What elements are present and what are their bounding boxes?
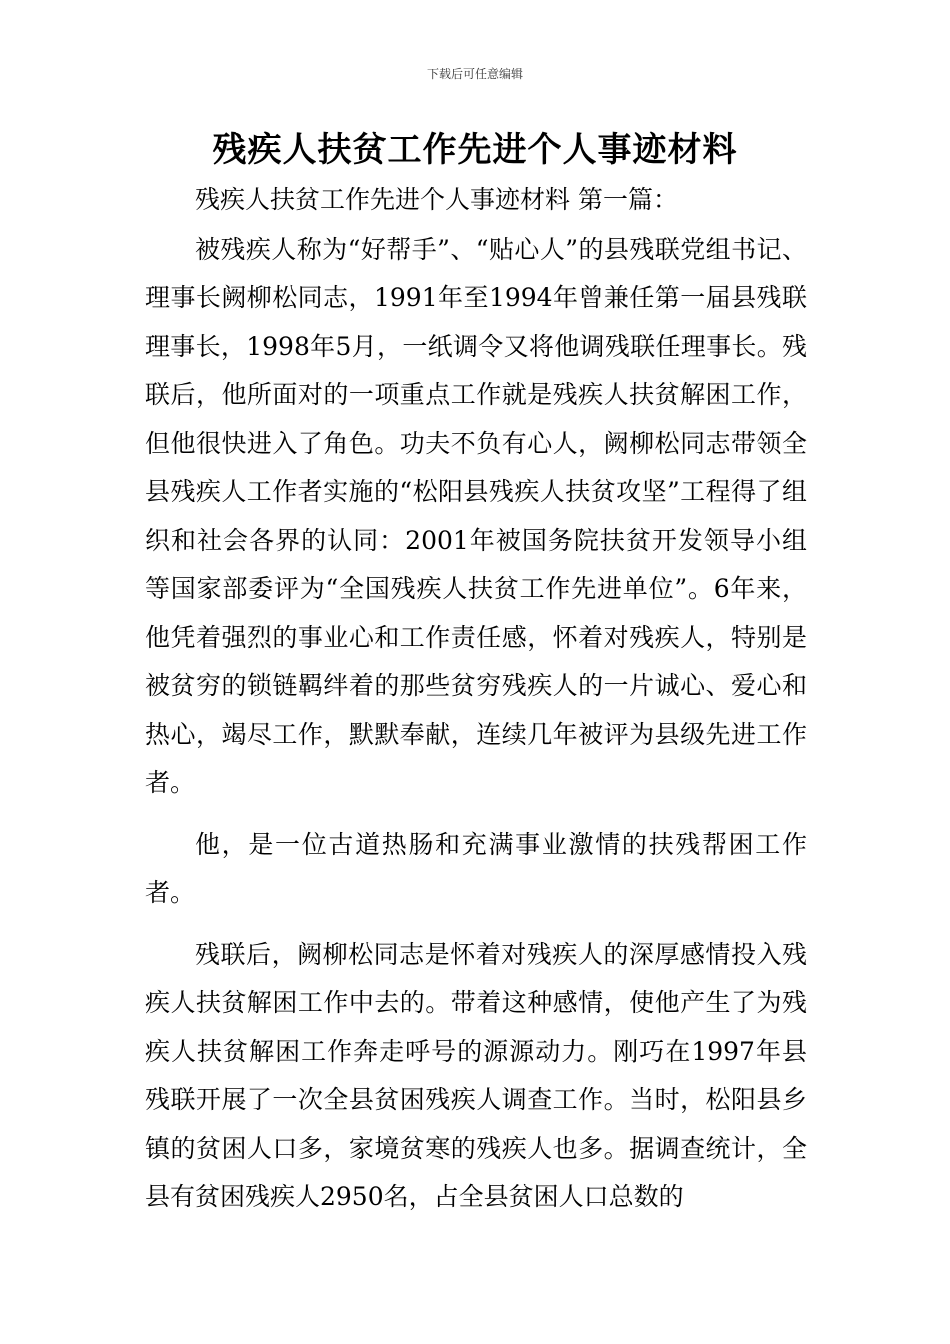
paragraph: 被残疾人称为“好帮手”、“贴心人”的县残联党组书记、理事长阙柳松同志，1991年至1994年曾兼任第一届县残联理事长，1998年5月，一纸调令又将他调残联任理事长。残联后，他所面对的一项重点工作就是残疾人扶贫解困工作，但他很快进入了角色。功夫不负有心人，阙柳松同志带领全县残疾人工作者实施的“松阳县残疾人扶贫攻坚”工程得了组织和社会各界的认同：2001年被国务院扶贫开发领导小组等国家部委评为“全国残疾人扶贫工作先进单位”。6年来，他凭着强烈的事业心和工作责任感，怀着对残疾人，特别是被贫穷的锁链羁绊着的那些贫穷残疾人的一片诚心、爱心和热心，竭尽工作，默默奉献，连续几年被评为县级先进工作者。 xyxy=(145,234,807,797)
document-title: 残疾人扶贫工作先进个人事迹材料 xyxy=(212,130,738,170)
paragraph: 残联后，阙柳松同志是怀着对残疾人的深厚感情投入残疾人扶贫解困工作中去的。带着这种感情，使他产生了为残疾人扶贫解困工作奔走呼号的源源动力。刚巧在1997年县残联开展了一次全县贫困残疾人调查工作。当时，松阳县乡镇的贫困人口多，家境贫寒的残疾人也多。据调查统计，全县有贫困残疾人2950名，占全县贫困人口总数的 xyxy=(145,939,807,1211)
document-body xyxy=(145,176,807,1222)
header-note: 下载后可任意编辑 xyxy=(426,67,523,81)
paragraph: 他，是一位古道热肠和充满事业激情的扶残帮困工作者。 xyxy=(145,829,807,907)
document-subtitle: 残疾人扶贫工作先进个人事迹材料 第一篇： xyxy=(195,185,678,214)
